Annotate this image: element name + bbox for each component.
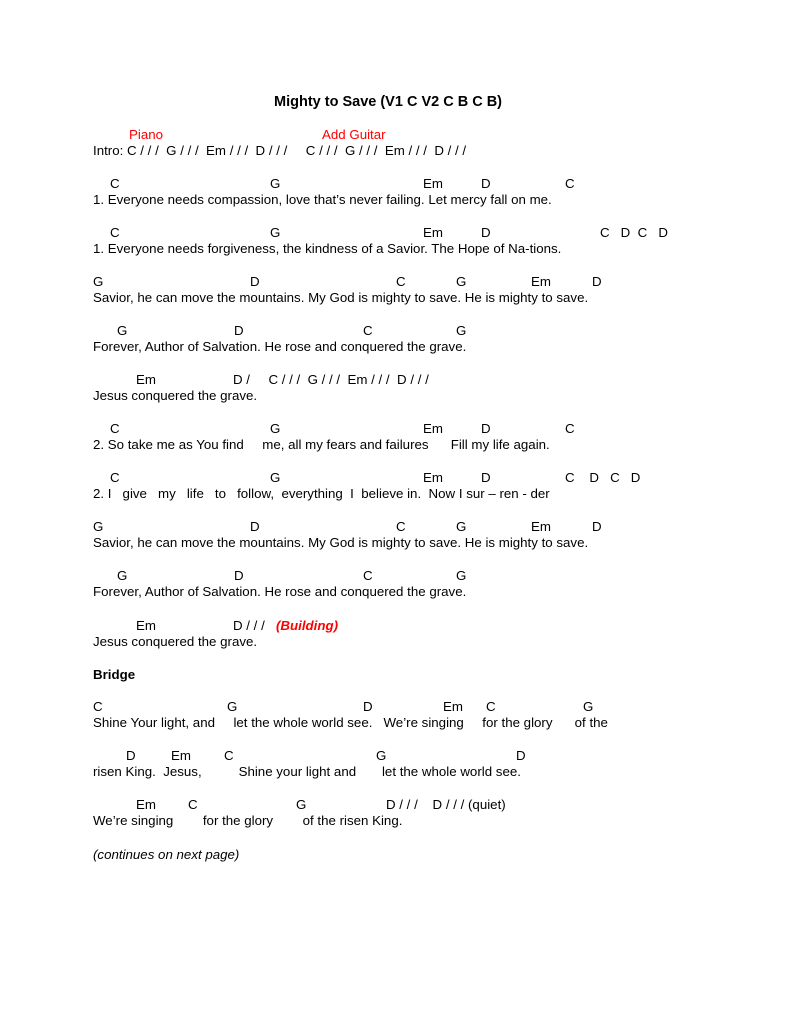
intro-line: Intro: C / / / G / / / Em / / / D / / / C / / / G / / / Em / / / D / / / (93, 143, 467, 158)
chord: C (363, 323, 373, 338)
chord: G (270, 225, 281, 240)
chord: Em (423, 470, 443, 485)
chord: C (565, 176, 575, 191)
chord: D (481, 176, 491, 191)
chord: C (188, 797, 198, 812)
lyric-line: 2. So take me as You find me, all my fears and failures Fill my life again. (93, 437, 550, 452)
bridge-heading: Bridge (93, 667, 136, 682)
chord: G (456, 519, 467, 534)
chord: C (224, 748, 234, 763)
lyric-line: risen King. Jesus, Shine your light and let the whole world see. (93, 764, 521, 779)
chord: C D C D (565, 470, 641, 485)
chord: G (296, 797, 307, 812)
chord: Em (423, 421, 443, 436)
lyric-line: Jesus conquered the grave. (93, 634, 258, 649)
chord: D (516, 748, 526, 763)
chord: D (481, 225, 491, 240)
chord: D / / / D / / / (quiet) (386, 797, 506, 812)
chord: D (234, 323, 244, 338)
chord: G (456, 323, 467, 338)
chord: C (396, 274, 406, 289)
add-guitar-marker: Add Guitar (322, 127, 386, 142)
chord: G (270, 421, 281, 436)
chord: C (363, 568, 373, 583)
lyric-line: We’re singing for the glory of the risen King. (93, 813, 403, 828)
chord: G (117, 323, 128, 338)
lyric-line: Savior, he can move the mountains. My God is mighty to save. He is mighty to save. (93, 290, 589, 305)
chord: G (376, 748, 387, 763)
chord: D (250, 519, 260, 534)
chord: D (250, 274, 260, 289)
chord: Em (423, 225, 443, 240)
lyric-line: 1. Everyone needs forgiveness, the kindness of a Savior. The Hope of Na-tions. (93, 241, 562, 256)
chord: D (126, 748, 136, 763)
lyric-line: Forever, Author of Salvation. He rose and conquered the grave. (93, 584, 467, 599)
chord: C D C D (600, 225, 668, 240)
lyric-line: Savior, he can move the mountains. My God is mighty to save. He is mighty to save. (93, 535, 589, 550)
chord: D (481, 421, 491, 436)
chord: D (592, 274, 602, 289)
chord: D (363, 699, 373, 714)
chord: Em (443, 699, 463, 714)
chord: Em (531, 519, 551, 534)
chord: D / C / / / G / / / Em / / / D / / / (233, 372, 429, 387)
chord: D (234, 568, 244, 583)
building-note: (Building) (276, 618, 339, 633)
lyric-line: Forever, Author of Salvation. He rose and conquered the grave. (93, 339, 467, 354)
chord: C (110, 225, 120, 240)
chord: C (110, 421, 120, 436)
chord: C (565, 421, 575, 436)
chord: Em (531, 274, 551, 289)
chord: G (117, 568, 128, 583)
chord: Em (171, 748, 191, 763)
chord: G (456, 568, 467, 583)
chord: G (456, 274, 467, 289)
lyric-line: Jesus conquered the grave. (93, 388, 258, 403)
chord: C (110, 176, 120, 191)
lyric-line: 2. I give my life to follow, everything I believe in. Now I sur – ren - der (93, 486, 550, 501)
lyric-line: 1. Everyone needs compassion, love that’s never failing. Let mercy fall on me. (93, 192, 552, 207)
page-title: Mighty to Save (V1 C V2 C B C B) (274, 94, 503, 110)
lyric-line: Shine Your light, and let the whole world see. We’re singing for the glory of the (93, 715, 608, 730)
chord: D (481, 470, 491, 485)
chord: G (93, 274, 104, 289)
chord: Em (136, 618, 156, 633)
chord: C (486, 699, 496, 714)
chord: G (93, 519, 104, 534)
piano-marker: Piano (129, 127, 164, 142)
chord: C (93, 699, 103, 714)
chord: D / / / (233, 618, 265, 633)
chord: G (270, 176, 281, 191)
chord: G (227, 699, 238, 714)
chord: D (592, 519, 602, 534)
chord: G (583, 699, 594, 714)
continues-note: (continues on next page) (93, 847, 240, 862)
chord: C (110, 470, 120, 485)
chord: Em (136, 797, 156, 812)
chord: Em (423, 176, 443, 191)
chord: Em (136, 372, 156, 387)
chord: C (396, 519, 406, 534)
chord: G (270, 470, 281, 485)
